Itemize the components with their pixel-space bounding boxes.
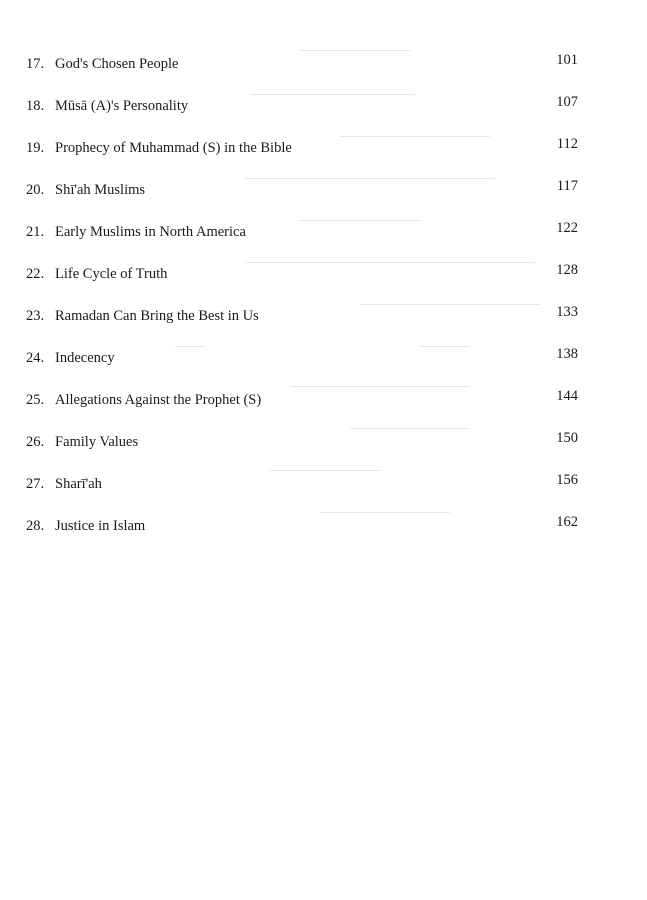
toc-entry [26, 95, 578, 117]
entry-title: Ramadan Can Bring the Best in Us [55, 308, 259, 324]
entry-number: 27. [26, 476, 45, 492]
scan-artifact [290, 386, 470, 387]
entry-page-number: 150 [556, 430, 578, 446]
toc-entry [26, 347, 578, 369]
entry-number: 22. [26, 266, 45, 282]
entry-title: Early Muslims in North America [55, 224, 246, 240]
scan-artifact [175, 346, 205, 347]
entry-number: 25. [26, 392, 45, 408]
toc-entry [26, 137, 578, 159]
toc-entry [26, 53, 578, 75]
scan-artifact [245, 178, 495, 179]
entry-number: 21. [26, 224, 45, 240]
toc-entry [26, 221, 578, 243]
entry-number: 24. [26, 350, 45, 366]
entry-page-number: 156 [556, 472, 578, 488]
entry-number: 18. [26, 98, 45, 114]
scan-artifact [250, 94, 415, 95]
entry-page-number: 101 [556, 52, 578, 68]
toc-entry [26, 389, 578, 411]
entry-page-number: 133 [556, 304, 578, 320]
toc-entry [26, 431, 578, 453]
entry-title: Sharī'ah [55, 476, 102, 492]
entry-number: 26. [26, 434, 45, 450]
entry-page-number: 122 [556, 220, 578, 236]
entry-page-number: 112 [556, 136, 578, 152]
entry-page-number: 107 [556, 94, 578, 110]
entry-title: Allegations Against the Prophet (S) [55, 392, 262, 408]
scan-artifact [270, 470, 380, 471]
entry-page-number: 128 [556, 262, 578, 278]
entry-title: Indecency [55, 350, 115, 366]
entry-number: 28. [26, 518, 45, 534]
entry-page-number: 144 [556, 388, 578, 404]
entry-page-number: 162 [556, 514, 578, 530]
entry-title: God's Chosen People [55, 56, 179, 72]
scan-artifact [420, 346, 470, 347]
scan-artifact [360, 304, 540, 305]
scan-artifact [300, 220, 420, 221]
scan-artifact [340, 136, 490, 137]
scan-artifact [320, 512, 450, 513]
entry-page-number: 138 [556, 346, 578, 362]
entry-title: Family Values [55, 434, 139, 450]
toc-entry [26, 305, 578, 327]
entry-title: Prophecy of Muhammad (S) in the Bible [55, 140, 292, 156]
entry-number: 19. [26, 140, 45, 156]
scan-artifact [350, 428, 470, 429]
scan-artifact [245, 262, 535, 263]
entry-title: Shī'ah Muslims [55, 182, 146, 198]
entry-page-number: 117 [556, 178, 578, 194]
entry-title: Mūsā (A)'s Personality [55, 98, 189, 114]
entry-title: Justice in Islam [55, 518, 146, 534]
entry-number: 23. [26, 308, 45, 324]
toc-entry [26, 473, 578, 495]
entry-number: 20. [26, 182, 45, 198]
scan-artifact [300, 50, 410, 51]
toc-entry [26, 515, 578, 537]
entry-number: 17. [26, 56, 45, 72]
toc-entry [26, 263, 578, 285]
entry-title: Life Cycle of Truth [55, 266, 168, 282]
toc-entry [26, 179, 578, 201]
